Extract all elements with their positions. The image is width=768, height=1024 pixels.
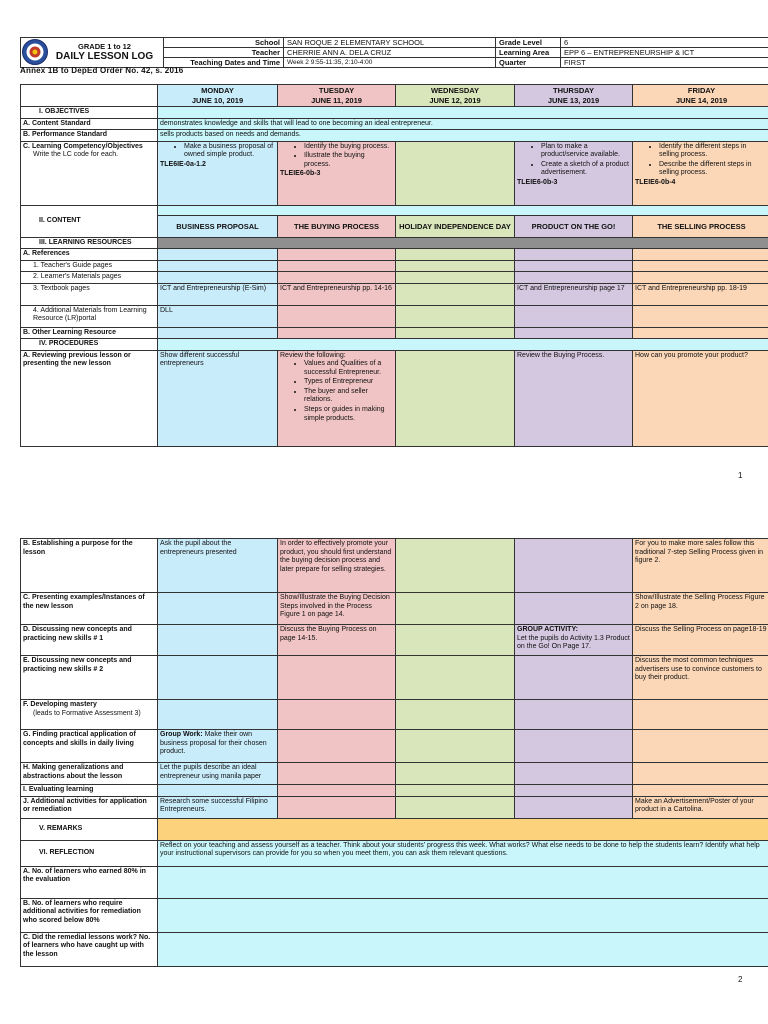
grade-value: 6 — [561, 38, 768, 48]
competency-thursday: • Plan to make a product/service available. • Create a sketch of a product advertisement. TLEIE6-0b-3 — [515, 141, 633, 205]
d-tuesday: Discuss the Buying Process on page 14-15. — [278, 625, 396, 656]
content-monday: BUSINESS PROPOSAL — [158, 215, 278, 237]
other-resource-label: B. Other Learning Resource — [21, 327, 158, 339]
content-friday: THE SELLING PROCESS — [633, 215, 768, 237]
reflection-label: VI. REFLECTION — [21, 840, 158, 866]
e-label: E. Discussing new concepts and practicing new skills # 2 — [21, 656, 158, 700]
content-standard-label: A. Content Standard — [21, 118, 158, 130]
school-label: School — [164, 38, 284, 48]
textbook-label: 3. Textbook pages — [21, 283, 158, 305]
corner-cell — [21, 85, 158, 107]
page-number-1: 1 — [738, 471, 743, 480]
teachers-guide-label: 1. Teacher's Guide pages — [21, 260, 158, 272]
teacher-label: Teacher — [164, 48, 284, 58]
dates-label: Teaching Dates and Time — [164, 58, 284, 68]
textbook-thursday: ICT and Entrepreneurship page 17 — [515, 283, 633, 305]
annex-text: Annex 1B to DepEd Order No. 42, s. 2016 — [20, 66, 184, 75]
competency-label-cell: C. Learning Competency/Objectives Write the LC code for each. — [21, 141, 158, 205]
competency-friday: • Identify the different steps in selling process. • Describe the different steps in selling process. TLEIE6-0b-4 — [633, 141, 768, 205]
b-label: B. Establishing a purpose for the lesson — [21, 539, 158, 593]
i-label: I. Evaluating learning — [21, 785, 158, 797]
textbook-monday: ICT and Entrepreneurship (E-Sim) — [158, 283, 278, 305]
additional-materials-label: 4. Additional Materials from Learning Resource (LR)portal — [21, 305, 158, 327]
reviewing-friday: How can you promote your product? — [633, 350, 768, 446]
e-friday: Discuss the most common techniques advertisers use to convince customers to buy their product. — [633, 656, 768, 700]
rc-label: C. Did the remedial lessons work? No. of learners who have caught up with the lesson — [21, 932, 158, 966]
content-thursday: PRODUCT ON THE GO! — [515, 215, 633, 237]
f-label-cell: F. Developing mastery (leads to Formative Assessment 3) — [21, 700, 158, 730]
header-table — [20, 37, 768, 68]
textbook-tuesday: ICT and Entrepreneurship pp. 14-16 — [278, 283, 396, 305]
day-head-monday: MONDAY JUNE 10, 2019 — [158, 85, 278, 107]
title-line2: DAILY LESSON LOG — [55, 51, 154, 63]
remarks-cell — [158, 818, 768, 840]
references-label: A. References — [21, 249, 158, 261]
j-label: J. Additional activities for application or remediation — [21, 796, 158, 818]
additional-monday: DLL — [158, 305, 278, 327]
title-cell — [21, 38, 164, 68]
reviewing-label: A. Reviewing previous lesson or presenting the new lesson — [21, 350, 158, 446]
quarter-label: Quarter — [496, 58, 561, 68]
content-tuesday: THE BUYING PROCESS — [278, 215, 396, 237]
d-label: D. Discussing new concepts and practicing new skills # 1 — [21, 625, 158, 656]
content-standard-value: demonstrates knowledge and skills that will lead to one becoming an ideal entrepreneur. — [158, 118, 768, 130]
page-number-2: 2 — [738, 975, 743, 984]
title-line1: GRADE 1 to 12 — [78, 42, 131, 52]
teacher-value: CHERRIE ANN A. DELA CRUZ — [284, 48, 496, 58]
b-friday: For you to make more sales follow this traditional 7-step Selling Process given in figure 2. — [633, 539, 768, 593]
quarter-value: FIRST — [561, 58, 768, 68]
h-label: H. Making generalizations and abstractions about the lesson — [21, 763, 158, 785]
reviewing-thursday: Review the Buying Process. — [515, 350, 633, 446]
c-label: C. Presenting examples/Instances of the new lesson — [21, 593, 158, 625]
competency-monday: • Make a business proposal of owned simple product. TLE6IE-0a-1.2 — [158, 141, 278, 205]
day-head-friday: FRIDAY JUNE 14, 2019 — [633, 85, 768, 107]
area-value: EPP 6 – ENTREPRENEURSHIP & ICT — [561, 48, 768, 58]
day-head-thursday: THURSDAY JUNE 13, 2019 — [515, 85, 633, 107]
page2-table — [20, 538, 768, 967]
competency-wednesday — [396, 141, 515, 205]
g-monday: Group Work: Make their own business proposal for their chosen product. — [158, 730, 278, 763]
g-label: G. Finding practical application of concepts and skills in daily living — [21, 730, 158, 763]
b-tuesday: In order to effectively promote your product, you should first understand the buying decision process and later prepare for selling strategies. — [278, 539, 396, 593]
procedures-label: IV. PROCEDURES — [21, 339, 158, 351]
c-tuesday: Show/Illustrate the Buying Decision Steps involved in the Process Figure 1 on page 14. — [278, 593, 396, 625]
c-friday: Show/Illustrate the Selling Process Figure 2 on page 18. — [633, 593, 768, 625]
objectives-label: I. OBJECTIVES — [21, 107, 158, 119]
d-friday: Discuss the Selling Process on page18-19 — [633, 625, 768, 656]
performance-standard-label: B. Performance Standard — [21, 130, 158, 142]
b-monday: Ask the pupil about the entrepreneurs presented — [158, 539, 278, 593]
ra-label: A. No. of learners who earned 80% in the evaluation — [21, 866, 158, 898]
content-wednesday: HOLIDAY INDEPENDENCE DAY — [396, 215, 515, 237]
reviewing-monday: Show different successful entrepreneurs — [158, 350, 278, 446]
remarks-label: V. REMARKS — [21, 818, 158, 840]
content-label: II. CONTENT — [21, 205, 158, 237]
reviewing-tuesday: Review the following: • Values and Qualities of a successful Entrepreneur. • Types of Entrepreneur • The buyer and seller relations. • Steps or guides in making simple products. — [278, 350, 396, 446]
page1-table — [20, 84, 768, 447]
competency-tuesday: • Identify the buying process. • Illustrate the buying process. TLEIE6-0b-3 — [278, 141, 396, 205]
j-monday: Research some successful Filipino Entrepreneurs. — [158, 796, 278, 818]
textbook-friday: ICT and Entrepreneurship pp. 18-19 — [633, 283, 768, 305]
performance-standard-value: sells products based on needs and demands. — [158, 130, 768, 142]
learners-materials-label: 2. Learner's Materials pages — [21, 272, 158, 284]
rb-label: B. No. of learners who require additional activities for remediation who scored below 80% — [21, 898, 158, 932]
day-head-tuesday: TUESDAY JUNE 11, 2019 — [278, 85, 396, 107]
d-thursday: GROUP ACTIVITY: Let the pupils do Activity 1.3 Product on the Go! On Page 17. — [515, 625, 633, 656]
learning-resources-label: III. LEARNING RESOURCES — [21, 237, 158, 249]
day-head-wednesday: WEDNESDAY JUNE 12, 2019 — [396, 85, 515, 107]
j-friday: Make an Advertisement/Poster of your product in a Cartolina. — [633, 796, 768, 818]
reflection-text: Reflect on your teaching and assess yourself as a teacher. Think about your students' progress this week. What works? What else needs to be done to help the students learn? Identify what help your instructional supervisors can provide for you so when you meet them, you can ask them relevant questions. — [158, 840, 768, 866]
area-label: Learning Area — [496, 48, 561, 58]
grade-label: Grade Level — [496, 38, 561, 48]
dates-value: Week 2 9:55-11:35, 2:10-4:00 — [284, 58, 496, 68]
school-value: SAN ROQUE 2 ELEMENTARY SCHOOL — [284, 38, 496, 48]
h-monday: Let the pupils describe an ideal entrepreneur using manila paper — [158, 763, 278, 785]
